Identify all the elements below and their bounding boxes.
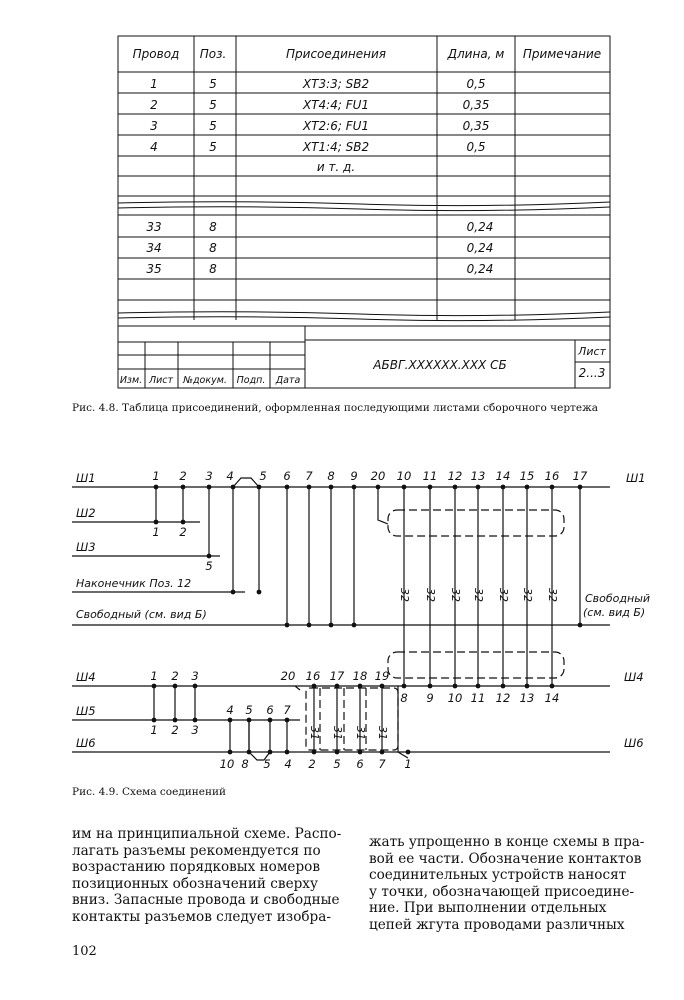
contact-label: 2 (179, 469, 187, 483)
contact-label: 6 (283, 469, 291, 483)
cell-len: 0,35 (462, 119, 490, 133)
wire-mark-31: 31 (308, 726, 321, 740)
contact-label: 6 (266, 703, 274, 717)
contact-label: 13 (470, 469, 486, 483)
contact-label: 1 (152, 525, 160, 539)
text-line: им на принципиальной схеме. Распо- (72, 826, 342, 842)
cell-pos: 8 (209, 262, 217, 276)
contact-label: 9 (350, 469, 358, 483)
contact-label: 19 (374, 669, 390, 683)
contact-label: 7 (305, 469, 313, 483)
text-line: вой ее части. Обозначение контактов (369, 850, 642, 867)
contact-label: 5 (245, 703, 253, 717)
contact-label: 5 (259, 469, 267, 483)
contact-label: 5 (333, 757, 341, 771)
contact-label: 12 (495, 691, 511, 705)
bus-label-sh3: Ш3 (76, 540, 96, 554)
contact-label: 3 (205, 469, 213, 483)
contact-label: 2 (171, 723, 179, 737)
wire-mark-32: 32 (398, 588, 411, 602)
wire-mark-31: 31 (376, 726, 389, 740)
stamp-doc: №докум. (183, 375, 227, 386)
bus-label-sh5: Ш5 (76, 704, 96, 718)
bus-label-sh4: Ш4 (76, 670, 96, 684)
stamp-izm: Изм. (119, 375, 143, 386)
hdr-wire: Провод (132, 47, 180, 61)
page-number: 102 (72, 944, 97, 959)
hdr-pos: Поз. (199, 47, 227, 61)
cell-wire: 1 (150, 77, 158, 91)
bus-label-sh2: Ш2 (76, 506, 96, 520)
right-text-column (369, 834, 649, 934)
right-label-sh6: Ш6 (624, 736, 644, 750)
contact-label: 1 (150, 669, 158, 683)
contact-label: 5 (205, 559, 213, 573)
text-line: ние. При выполнении отдельных (369, 900, 607, 917)
contact-label: 8 (327, 469, 335, 483)
contact-label: 4 (284, 757, 292, 771)
cell-pos: 5 (209, 119, 217, 133)
free-right-2: (см. вид Б) (583, 606, 646, 619)
text-line: позиционных обозначений сверху (72, 875, 318, 892)
contact-label: 7 (378, 757, 386, 771)
contact-label: 6 (356, 757, 364, 771)
cell-conn: ХТ2:6; FU1 (302, 119, 370, 133)
text-line: лагать разъемы рекомендуется по (72, 842, 321, 859)
contact-label: 13 (519, 691, 535, 705)
contact-label: 3 (191, 669, 199, 683)
text-line: вниз. Запасные провода и свободные (72, 892, 340, 909)
contact-label: 1 (152, 469, 160, 483)
text-line: у точки, обозначающей присоедине- (369, 883, 635, 900)
cell-pos: 5 (209, 98, 217, 112)
cell-etc: и т. д. (316, 160, 356, 174)
left-text-column (72, 826, 352, 926)
right-label-sh1: Ш1 (626, 471, 646, 485)
caption-fig-4-8: Рис. 4.8. Таблица присоединений, оформленная последующими листами сборочного чертежа (72, 402, 598, 414)
stamp-sign: Подп. (236, 375, 266, 386)
hdr-note: Примечание (522, 47, 602, 61)
contact-label: 11 (422, 469, 438, 483)
contact-label: 18 (352, 669, 368, 683)
stamp-list: Лист (148, 375, 174, 386)
contact-label: 10 (396, 469, 412, 483)
text-line: контакты разъемов следует изобра- (72, 908, 331, 925)
wire-mark-32: 32 (497, 588, 510, 602)
contact-label: 10 (447, 691, 463, 705)
cell-wire: 35 (146, 262, 162, 276)
wire-mark-32: 32 (546, 588, 559, 602)
text-line: цепей жгута проводами различных (369, 916, 625, 933)
cell-pos: 5 (209, 140, 217, 154)
bus-label-free: Свободный (см. вид Б) (76, 608, 207, 621)
contact-label: 2 (171, 669, 179, 683)
wire-mark-32: 32 (449, 588, 462, 602)
wire-mark-32: 32 (472, 588, 485, 602)
contact-label: 4 (226, 469, 234, 483)
cell-wire: 34 (146, 241, 162, 255)
sheet-value: 2...3 (578, 366, 606, 380)
text-line: возрастанию порядковых номеров (72, 859, 321, 876)
bus-label-sh1: Ш1 (76, 471, 96, 485)
sheet-label: Лист (578, 345, 606, 358)
cell-pos: 8 (209, 220, 217, 234)
contact-label: 8 (400, 691, 408, 705)
contact-label: 15 (519, 469, 535, 483)
right-label-sh4: Ш4 (624, 670, 644, 684)
contact-label: 14 (495, 469, 511, 483)
doc-code: АБВГ.XXXXXX.XXX СБ (373, 358, 507, 372)
contact-label: 2 (308, 757, 316, 771)
contact-label: 14 (544, 691, 560, 705)
free-right-1: Свободный (585, 592, 651, 605)
cell-pos: 5 (209, 77, 217, 91)
cell-conn: ХТ4:4; FU1 (302, 98, 370, 112)
contact-label: 2 (179, 525, 187, 539)
connection-diagram (0, 440, 684, 785)
cell-wire: 4 (150, 140, 158, 154)
contact-label: 9 (426, 691, 434, 705)
contact-label: 20 (280, 669, 296, 683)
contact-label: 4 (226, 703, 234, 717)
contact-label: 20 (370, 469, 386, 483)
contact-label: 8 (241, 757, 249, 771)
contact-label: 11 (470, 691, 486, 705)
contact-label: 12 (447, 469, 463, 483)
cell-pos: 8 (209, 241, 217, 255)
cell-len: 0,35 (462, 98, 490, 112)
contact-label: 1 (150, 723, 158, 737)
cell-wire: 2 (150, 98, 158, 112)
caption-fig-4-9: Рис. 4.9. Схема соединений (72, 786, 227, 798)
contact-label: 17 (329, 669, 345, 683)
wire-mark-31: 31 (354, 726, 367, 740)
cell-conn: ХТ1:4; SB2 (302, 140, 370, 154)
contact-label: 16 (544, 469, 560, 483)
cell-len: 0,5 (466, 140, 486, 154)
contact-label: 7 (283, 703, 291, 717)
cell-wire: 3 (150, 119, 158, 133)
bus-label-sh6: Ш6 (76, 736, 96, 750)
contact-label: 5 (263, 757, 271, 771)
wire-mark-31: 31 (331, 726, 344, 740)
contact-label: 17 (572, 469, 588, 483)
cell-len: 0,5 (466, 77, 486, 91)
cell-len: 0,24 (466, 220, 494, 234)
wire-mark-32: 32 (424, 588, 437, 602)
contact-label: 3 (191, 723, 199, 737)
connection-table (0, 0, 684, 400)
contact-label: 1 (404, 757, 412, 771)
hdr-len: Длина, м (447, 47, 505, 61)
cell-wire: 33 (146, 220, 162, 234)
stamp-date: Дата (275, 375, 301, 386)
contact-label: 10 (219, 757, 235, 771)
text-line: жать упрощенно в конце схемы в пра- (369, 834, 645, 850)
contact-label: 16 (305, 669, 321, 683)
hdr-conn: Присоединения (286, 47, 386, 61)
wire-mark-32: 32 (521, 588, 534, 602)
cell-len: 0,24 (466, 241, 494, 255)
text-line: соединительных устройств наносят (369, 867, 627, 884)
bus-label-tip: Наконечник Поз. 12 (76, 577, 192, 590)
cell-conn: ХТ3:3; SB2 (302, 77, 370, 91)
cell-len: 0,24 (466, 262, 494, 276)
